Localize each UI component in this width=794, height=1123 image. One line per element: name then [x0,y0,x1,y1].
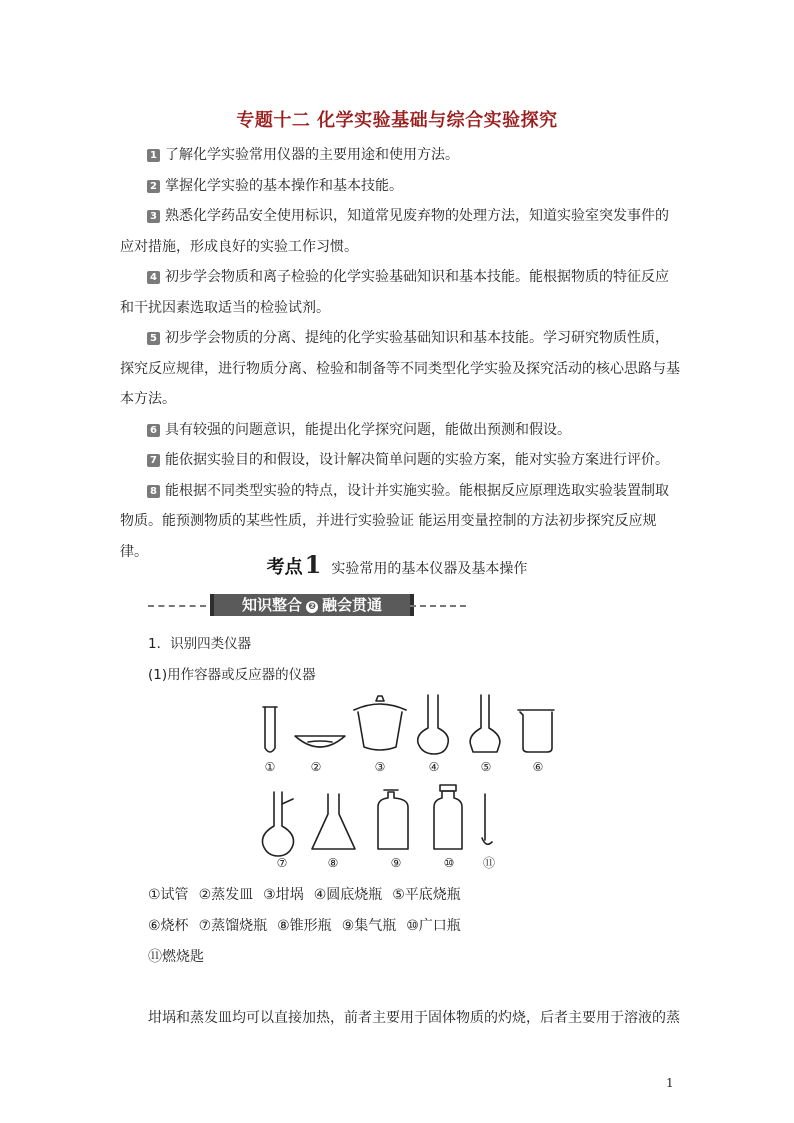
banner-left-text: 知识整合 [241,596,302,614]
figure-label: ⑩ [443,856,455,870]
number-badge: 6 [147,424,160,437]
objective-8: 8 能根据不同类型实验的特点，设计并实施实验。能根据反应原理选取实验装置制取物质。能预测物质的某些性质，并进行实验验证 能运用变量控制的方法初步探究反应规律。 [120,482,669,560]
objective-5: 5 初步学会物质的分离、提纯的化学实验基础知识和基本技能。学习研究物质性质，探究反应规律，进行物质分离、检验和制备等不同类型化学实验及探究活动的核心思路与基本方法。 [120,330,680,407]
legend-line: ①试管 ②蒸发皿 ③坩埚 ④圆底烧瓶 ⑤平底烧瓶 [148,887,461,903]
section-label: 考点 [266,557,303,578]
section-heading [0,550,794,579]
instrument-legend [148,880,471,973]
number-badge: 3 [147,210,160,223]
body-paragraph: 坩埚和蒸发皿均可以直接加热，前者主要用于固体物质的灼烧，后者主要用于溶液的蒸 [148,1010,680,1026]
number-badge: 4 [147,271,160,284]
objective-4: 4 初步学会物质和离子检验的化学实验基础知识和基本技能。能根据物质的特征反应和干扰因素选取适当的检验试剂。 [120,269,669,316]
legend-line: ⑪燃烧匙 [148,949,204,965]
figure-label: ⑤ [480,760,492,774]
objectives-list [120,140,680,567]
test-tube-icon [265,707,275,752]
figure-label: ③ [374,760,386,774]
page-number: 1 [666,1076,674,1090]
figure-label: ⑦ [276,856,288,870]
item-heading: 1．识别四类仪器 [148,636,252,652]
section-subtitle: 实验常用的基本仪器及基本操作 [331,561,528,577]
page-title: 专题十二 化学实验基础与综合实验探究 [236,110,558,131]
number-badge: 2 [147,180,160,193]
objective-6: 6 具有较强的问题意识，能提出化学探究问题，能做出预测和假设。 [120,415,680,446]
instrument-figure [250,690,570,872]
number-badge: 7 [147,454,160,467]
figure-label: ① [264,760,276,774]
banner-right-text: 融会贯通 [322,596,383,614]
wide-mouth-bottle-icon [434,791,462,849]
round-bottom-flask-icon [418,695,449,754]
section-number: 1 [304,550,322,579]
banner-number-icon: ❷ [306,601,318,613]
erlenmeyer-flask-icon [312,794,355,849]
figure-label: ⑧ [327,856,339,870]
figure-label: ② [310,760,322,774]
crucible-icon [358,712,402,750]
gas-bottle-icon [378,792,408,849]
legend-line: ⑥烧杯 ⑦蒸馏烧瓶 ⑧锥形瓶 ⑨集气瓶 ⑩广口瓶 [148,918,461,934]
figure-label: ⑪ [482,856,496,870]
figure-label: ④ [428,760,440,774]
number-badge: 8 [147,485,160,498]
subheading: (1)用作容器或反应器的仪器 [148,667,316,683]
banner-divider-left [148,605,206,607]
number-badge: 5 [147,332,160,345]
figure-label: ⑨ [390,856,402,870]
knowledge-banner [148,594,468,618]
objective-3: 3 熟悉化学药品安全使用标识，知道常见废弃物的处理方法，知道实验室突发事件的应对措施，形成良好的实验工作习惯。 [120,208,669,255]
figure-label: ⑥ [532,760,544,774]
banner-divider-right [410,605,466,607]
beaker-icon [520,712,552,752]
objective-7: 7 能依据实验目的和假设，设计解决简单问题的实验方案，能对实验方案进行评价。 [120,445,680,476]
objective-1: 1 了解化学实验常用仪器的主要用途和使用方法。 [120,140,680,171]
flat-bottom-flask-icon [470,695,500,752]
objective-2: 2 掌握化学实验的基本操作和基本技能。 [120,171,680,202]
number-badge: 1 [147,149,160,162]
banner-box [210,594,414,616]
